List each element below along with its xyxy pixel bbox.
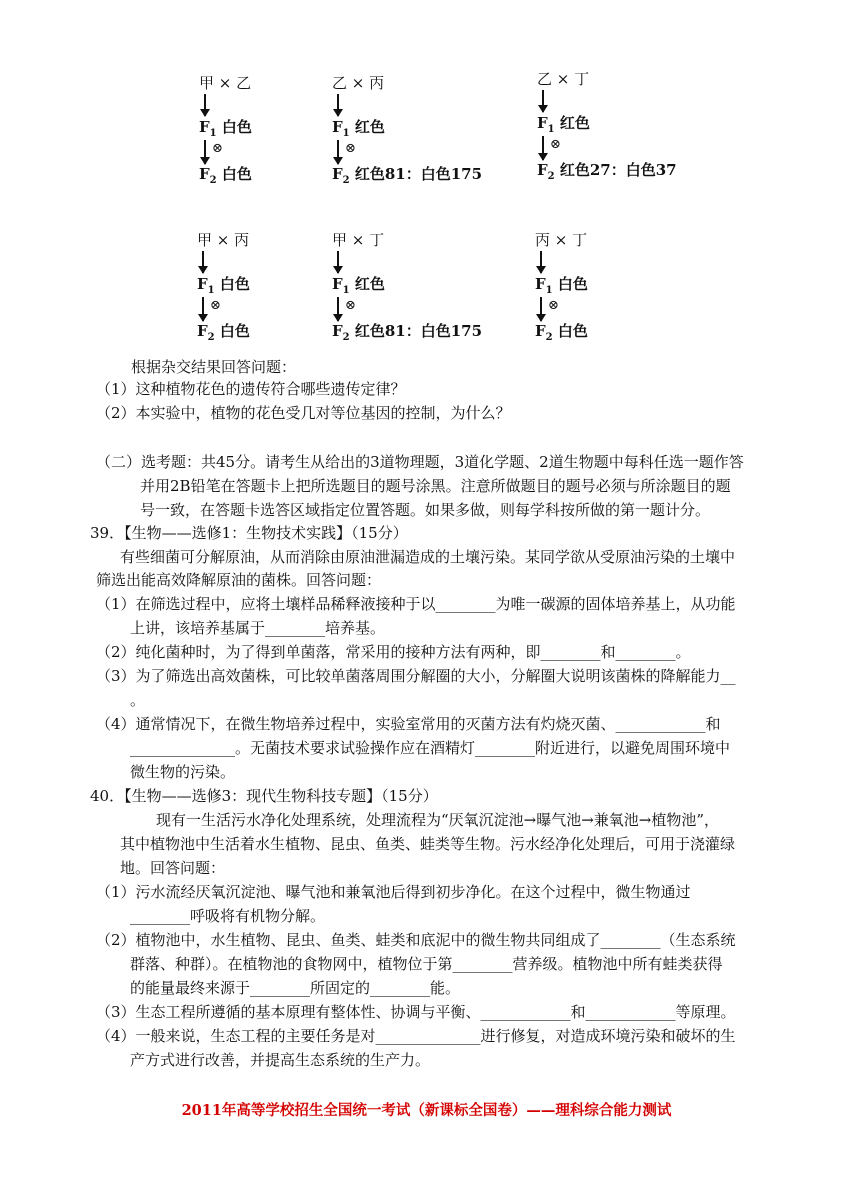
arrow-down-icon <box>540 251 542 273</box>
question-line: 群落、种群）。在植物池的食物网中，植物位于第________营养级。植物池中所有蛙类获得 <box>130 955 723 973</box>
arrow-down-icon <box>337 251 339 273</box>
text-line: 地。回答问题： <box>120 859 226 877</box>
selfing-icon: ⊗ <box>212 141 223 156</box>
question-line: 微生物的污染。 <box>130 763 236 781</box>
question-line: （4）一般来说，生态工程的主要任务是对______________进行修复，对造成环境污染和破坏的生 <box>96 1027 736 1045</box>
cross-diagram <box>332 76 512 186</box>
cross-parents: 甲 × 丁 <box>332 231 385 249</box>
text-line: 有些细菌可分解原油，从而消除由原油泄漏造成的土壤污染。某同学欲从受原油污染的土壤中 <box>120 548 736 566</box>
cross-parents: 甲 × 乙 <box>199 74 252 92</box>
cross-parents: 丙 × 丁 <box>535 231 588 249</box>
f1-result: $F_1$ 白色 <box>197 275 250 296</box>
arrow-down-icon <box>202 297 204 321</box>
question-line: 。 <box>130 691 146 709</box>
question-line: （2）纯化菌种时，为了得到单菌落，常采用的接种方法有两种，即________和________。 <box>96 643 691 661</box>
question-line: （1）在筛选过程中，应将土壤样品稀释液接种于以________为唯一碳源的固体培养基上，从功能 <box>96 595 736 613</box>
cross-diagram <box>537 72 717 182</box>
question-line: 产方式进行改善，并提高生态系统的生产力。 <box>130 1051 431 1069</box>
question-line: （3）为了筛选出高效菌株，可比较单菌落周围分解圈的大小，分解圈大说明该菌株的降解能力__ <box>96 667 736 685</box>
cross-parents: 甲 × 丙 <box>197 231 250 249</box>
f2-result: $F_2$ 红色27：白色37 <box>537 161 677 182</box>
arrow-down-icon <box>204 94 206 116</box>
text-line: 现有一生活污水净化处理系统，处理流程为“厌氧沉淀池→曝气池→兼氧池→植物池”， <box>156 811 720 829</box>
f1-result: $F_1$ 白色 <box>199 118 252 139</box>
f2-result: $F_2$ 红色81：白色175 <box>332 165 483 186</box>
question-line: （1）这种植物花色的遗传符合哪些遗传定律？ <box>96 380 406 398</box>
arrow-down-icon <box>202 251 204 273</box>
selfing-icon: ⊗ <box>345 298 356 313</box>
cross-parents: 乙 × 丁 <box>537 70 590 88</box>
selfing-icon: ⊗ <box>345 141 356 156</box>
f1-result: $F_1$ 红色 <box>332 118 385 139</box>
arrow-down-icon <box>337 140 339 164</box>
arrow-down-icon <box>542 136 544 160</box>
question-line: （2）植物池中，水生植物、昆虫、鱼类、蛙类和底泥中的微生物共同组成了________（生态系统 <box>96 931 736 949</box>
question-line: 的能量最终来源于________所固定的________能。 <box>130 979 461 997</box>
question-line: 上讲，该培养基属于________培养基。 <box>130 619 386 637</box>
question-heading: 40．【生物——选修3：现代生物科技专题】（15分） <box>90 787 438 805</box>
cross-diagram <box>332 233 512 343</box>
cross-diagram <box>535 233 715 343</box>
text-line: 其中植物池中生活着水生植物、昆虫、鱼类、蛙类等生物。污水经净化处理后，可用于浇灌绿 <box>120 835 736 853</box>
question-line: ________呼吸将有机物分解。 <box>130 907 326 925</box>
question-line: ______________。无菌技术要求试验操作应在酒精灯________附近进行，以避免周围环境中 <box>130 739 731 757</box>
f1-result: $F_1$ 红色 <box>332 275 385 296</box>
arrow-down-icon <box>337 94 339 116</box>
arrow-down-icon <box>542 90 544 112</box>
section-instruction: 号一致，在答题卡选答区域指定位置答题。如果多做，则每学科按所做的第一题计分。 <box>140 501 711 519</box>
selfing-icon: ⊗ <box>550 137 561 152</box>
f2-result: $F_2$ 白色 <box>535 322 588 343</box>
question-line: （4）通常情况下，在微生物培养过程中，实验室常用的灭菌方法有灼烧灭菌、____________和 <box>96 715 721 733</box>
question-line: （2）本实验中，植物的花色受几对等位基因的控制，为什么？ <box>96 404 511 422</box>
question-heading: 39．【生物——选修1：生物技术实践】（15分） <box>90 524 408 542</box>
section-instruction: 并用2B铅笔在答题卡上把所选题目的题号涂黑。注意所做题目的题号必须与所涂题目的题 <box>140 477 731 495</box>
selfing-icon: ⊗ <box>548 298 559 313</box>
f1-result: $F_1$ 白色 <box>535 275 588 296</box>
arrow-down-icon <box>337 297 339 321</box>
cross-parents: 乙 × 丙 <box>332 74 385 92</box>
f2-result: $F_2$ 白色 <box>197 322 250 343</box>
selfing-icon: ⊗ <box>210 298 221 313</box>
exam-title: 2011年高等学校招生全国统一考试（新课标全国卷）——理科综合能力测试 <box>181 1102 672 1119</box>
question-line: （1）污水流经厌氧沉淀池、曝气池和兼氧池后得到初步净化。在这个过程中，微生物通过 <box>96 883 691 901</box>
question-line: （3）生态工程所遵循的基本原理有整体性、协调与平衡、____________和____________等原理。 <box>96 1003 736 1021</box>
f1-result: $F_1$ 红色 <box>537 114 590 135</box>
f2-result: $F_2$ 红色81：白色175 <box>332 322 483 343</box>
arrow-down-icon <box>204 140 206 164</box>
text-line: 筛选出能高效降解原油的菌株。回答问题： <box>96 571 382 589</box>
section-instruction: （二）选考题：共45分。请考生从给出的3道物理题，3道化学题、2道生物题中每科任选一题作答 <box>96 453 744 471</box>
text-line: 根据杂交结果回答问题： <box>131 358 297 376</box>
f2-result: $F_2$ 白色 <box>199 165 252 186</box>
arrow-down-icon <box>540 297 542 321</box>
